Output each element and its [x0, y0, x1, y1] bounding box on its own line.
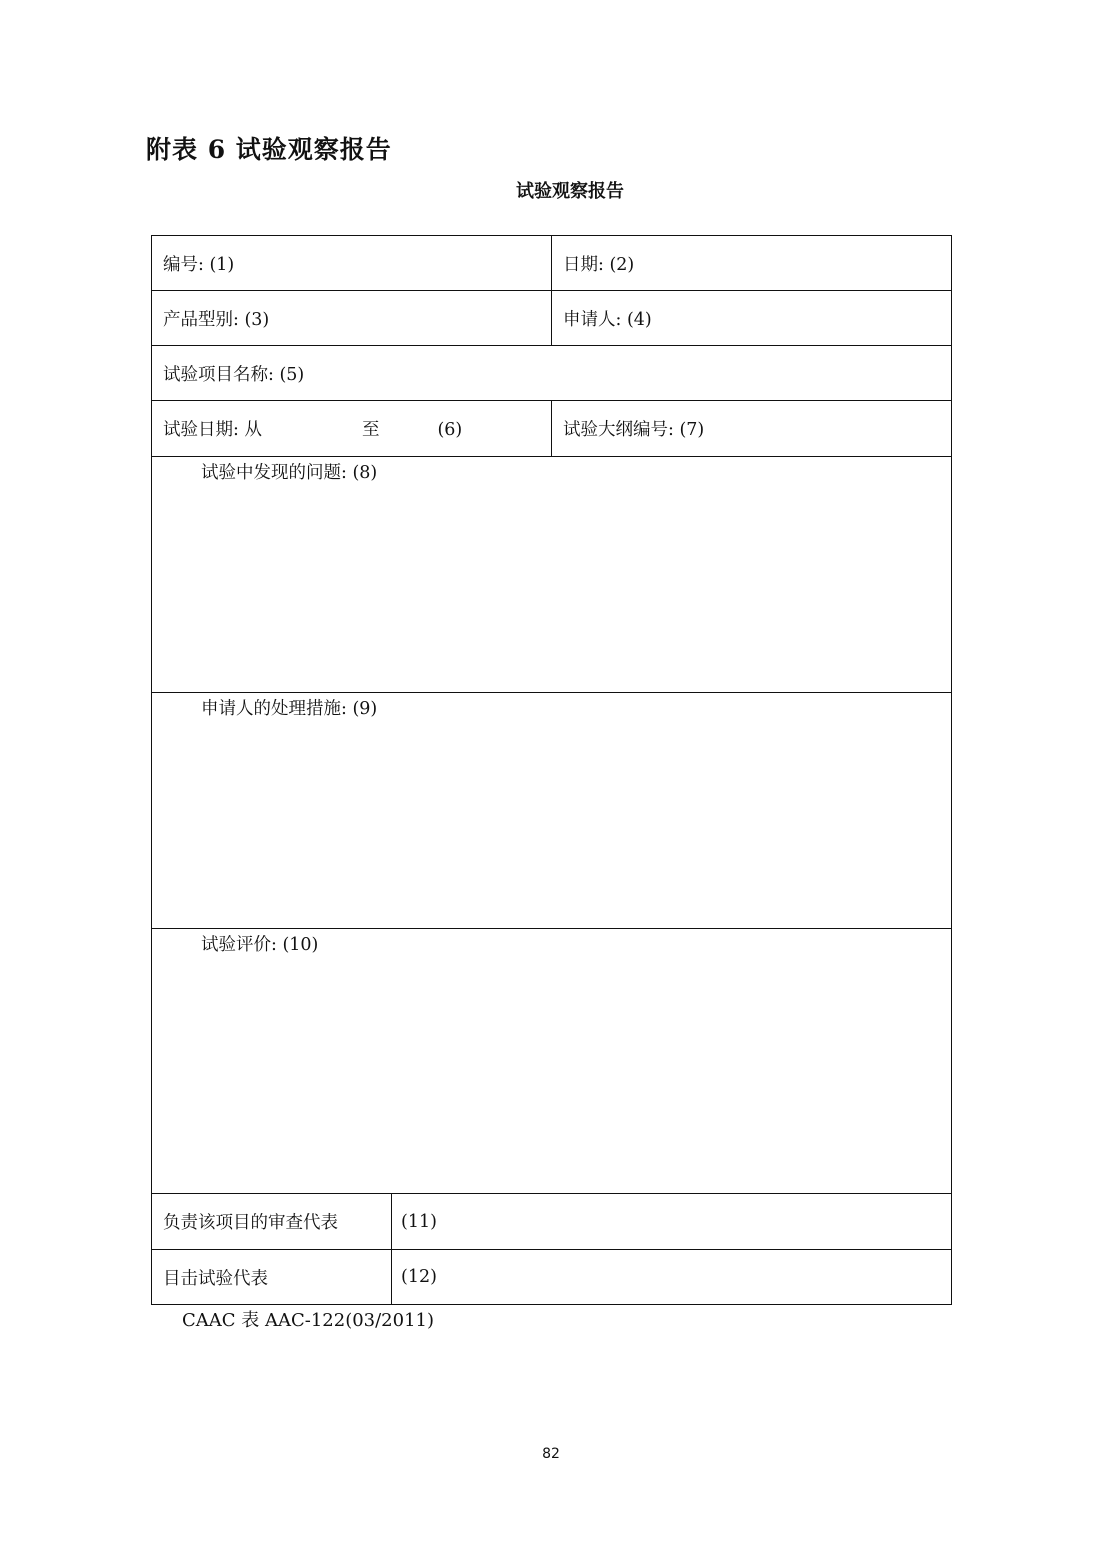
form-row-test-date-outline [152, 401, 952, 457]
form-row-number-date [152, 236, 952, 291]
product-model-cell: 产品型别: (3) [152, 291, 552, 346]
outline-number-cell: 试验大纲编号: (7) [552, 401, 952, 457]
problems-found-cell: 试验中发现的问题: (8) [152, 457, 952, 693]
applicant-measures-cell: 申请人的处理措施: (9) [152, 693, 952, 929]
page-heading: 附表 6 试验观察报告 [146, 135, 392, 164]
form-row-evaluation [152, 929, 952, 1194]
review-rep-value-cell: (11) [392, 1194, 952, 1250]
form-code-footnote: CAAC 表 AAC-122(03/2011) [182, 1310, 435, 1331]
test-date-ref: (6) [437, 420, 463, 440]
witness-rep-label-cell: 目击试验代表 [152, 1250, 392, 1305]
review-rep-label-cell: 负责该项目的审查代表 [152, 1194, 392, 1250]
test-item-name-cell: 试验项目名称: (5) [152, 346, 952, 401]
test-date-to: 至 [361, 420, 380, 440]
page-number: 82 [542, 1446, 560, 1462]
witness-rep-value-cell: (12) [392, 1250, 952, 1305]
form-title: 试验观察报告 [516, 181, 624, 202]
test-date-from: 试验日期: 从 [163, 420, 262, 440]
date-cell: 日期: (2) [552, 236, 952, 291]
test-date-cell [152, 401, 552, 457]
form-row-problems [152, 457, 952, 693]
applicant-cell: 申请人: (4) [552, 291, 952, 346]
number-cell: 编号: (1) [152, 236, 552, 291]
form-row-witness-rep [152, 1250, 952, 1305]
test-evaluation-cell: 试验评价: (10) [152, 929, 952, 1194]
form-row-test-item [152, 346, 952, 401]
test-observation-report-form [151, 235, 952, 1305]
form-row-model-applicant [152, 291, 952, 346]
form-row-review-rep [152, 1194, 952, 1250]
form-row-measures [152, 693, 952, 929]
